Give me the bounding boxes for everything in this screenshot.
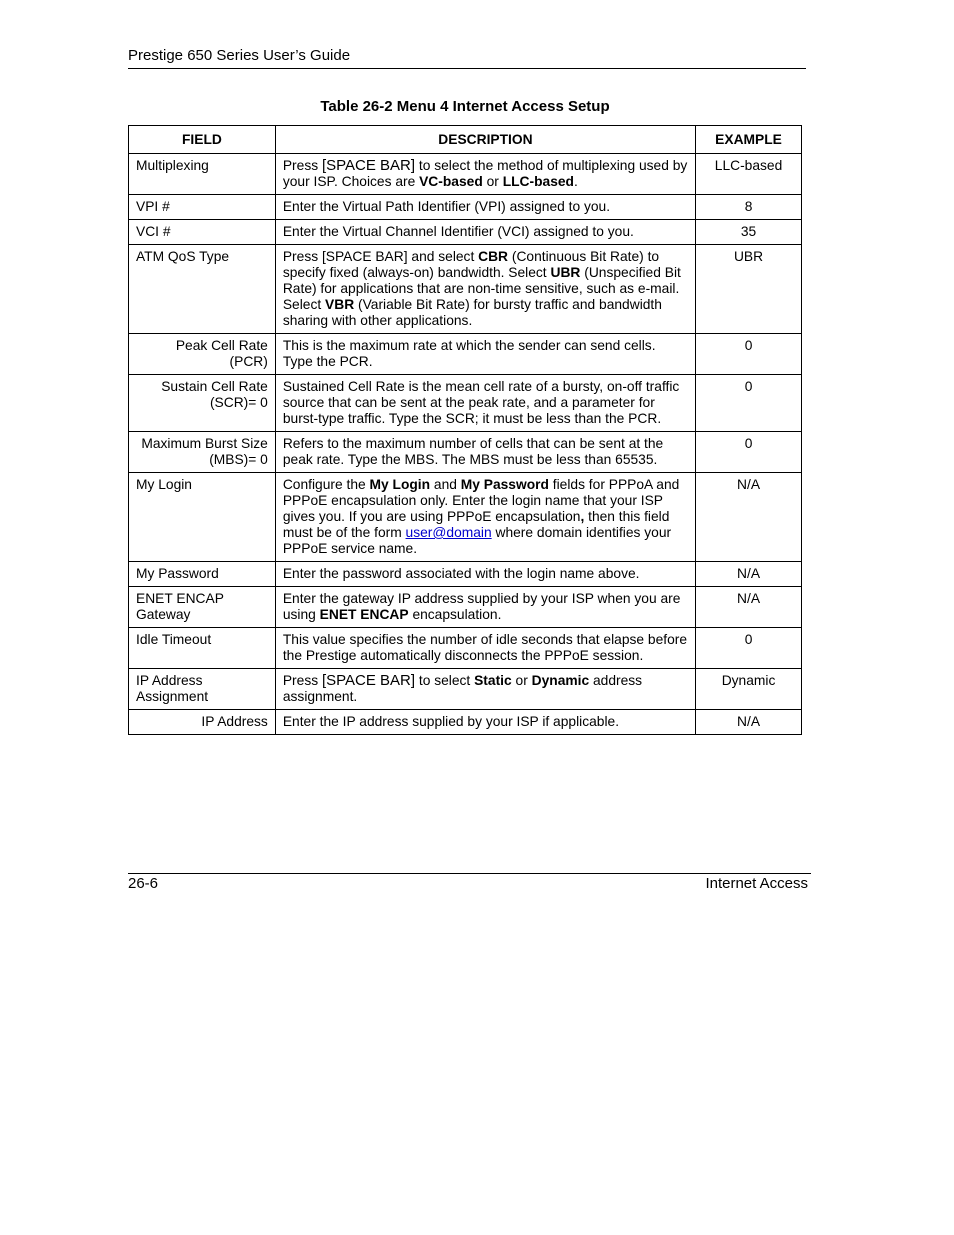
running-header: Prestige 650 Series User’s Guide: [128, 47, 351, 64]
bold-term: My Login: [369, 477, 431, 492]
example-cell: N/A: [696, 587, 802, 628]
description-cell: [275, 628, 695, 669]
example-cell: UBR: [696, 245, 802, 334]
bold-term: LLC-based: [502, 174, 574, 189]
description-text: This value specifies the number of idle seconds that elapse before the Prestige automatically disconnects the PPPoE session.: [282, 632, 688, 663]
example-cell: LLC-based: [696, 154, 802, 195]
field-cell: ENET ENCAP Gateway: [129, 587, 276, 628]
description-text: and: [430, 477, 461, 492]
field-cell: Peak Cell Rate (PCR): [129, 334, 276, 375]
bold-term: ,: [580, 509, 585, 524]
table-row: [129, 375, 802, 432]
description-text: (Unspecified Bit Rate) for applications that are non-time sensitive, such as e-mail. Select: [282, 265, 681, 312]
description-cell: [275, 154, 695, 195]
description-text: encapsulation.: [408, 607, 502, 622]
description-cell: [275, 432, 695, 473]
description-text: .: [573, 174, 578, 189]
example-cell: N/A: [696, 473, 802, 562]
description-text: Enter the password associated with the login name above.: [282, 566, 640, 581]
header-divider: [128, 68, 806, 69]
description-text: This is the maximum rate at which the sender can send cells. Type the PCR.: [282, 338, 656, 369]
description-text: Press: [282, 673, 322, 688]
key-name: [SPACE BAR]: [321, 672, 416, 689]
description-text: then this field must be of the form: [282, 509, 670, 540]
description-text: Refers to the maximum number of cells that can be sent at the peak rate. Type the MBS. The MBS must be less than 65535.: [282, 436, 664, 467]
table-row: [129, 628, 802, 669]
table-row: [129, 587, 802, 628]
table-row: [129, 154, 802, 195]
field-cell: My Login: [129, 473, 276, 562]
description-cell: [275, 587, 695, 628]
table-header-row: [129, 126, 802, 154]
page-number: 26-6: [128, 875, 159, 892]
description-text: Enter the IP address supplied by your ISP if applicable.: [282, 714, 620, 729]
column-header-example: EXAMPLE: [696, 126, 802, 154]
description-text: address assignment.: [282, 673, 643, 704]
description-text: Press [SPACE BAR] and select: [282, 249, 479, 264]
description-text: (Variable Bit Rate) for bursty traffic and bandwidth sharing with other applications.: [282, 297, 662, 328]
description-cell: [275, 334, 695, 375]
example-cell: 35: [696, 220, 802, 245]
example-cell: 0: [696, 432, 802, 473]
key-name: [SPACE BAR]: [321, 157, 416, 174]
field-cell: My Password: [129, 562, 276, 587]
field-cell: VCI #: [129, 220, 276, 245]
description-cell: [275, 562, 695, 587]
description-cell: [275, 710, 695, 735]
bold-term: CBR: [478, 249, 509, 264]
field-cell: IP Address Assignment: [129, 669, 276, 710]
description-cell: [275, 669, 695, 710]
example-cell: N/A: [696, 562, 802, 587]
field-cell: Idle Timeout: [129, 628, 276, 669]
bold-term: UBR: [550, 265, 581, 280]
table-row: [129, 710, 802, 735]
section-name: Internet Access: [705, 875, 808, 892]
example-cell: 0: [696, 375, 802, 432]
bold-term: ENET ENCAP: [319, 607, 409, 622]
table-row: [129, 245, 802, 334]
example-cell: 0: [696, 628, 802, 669]
example-cell: Dynamic: [696, 669, 802, 710]
description-cell: [275, 195, 695, 220]
table-row: [129, 334, 802, 375]
field-cell: Sustain Cell Rate (SCR)= 0: [129, 375, 276, 432]
description-text: to select: [415, 673, 475, 688]
example-cell: 8: [696, 195, 802, 220]
table-row: [129, 432, 802, 473]
description-text: or: [482, 174, 503, 189]
example-link: user@domain: [405, 525, 492, 540]
description-text: (Continuous Bit Rate) to specify fixed (always-on) bandwidth. Select: [282, 249, 660, 280]
description-text: fields for PPPoA and PPPoE encapsulation only. Enter the login name that your ISP gives you. If you are using PPPoE encapsulation: [282, 477, 680, 524]
description-cell: [275, 473, 695, 562]
description-text: where domain identifies your PPPoE service name.: [282, 525, 672, 556]
description-text: Enter the Virtual Channel Identifier (VCI) assigned to you.: [282, 224, 634, 239]
description-text: or: [511, 673, 532, 688]
description-cell: [275, 220, 695, 245]
bold-term: Static: [474, 673, 512, 688]
table-row: [129, 669, 802, 710]
footer-divider: [128, 873, 811, 874]
table-body: [129, 154, 802, 735]
example-cell: N/A: [696, 710, 802, 735]
description-text: Sustained Cell Rate is the mean cell rate of a bursty, on-off traffic source that can be sent at the peak rate, and a parameter for burst-type traffic. Type the SCR; it must be less than the PCR.: [282, 379, 680, 426]
bold-term: VC-based: [419, 174, 483, 189]
field-cell: ATM QoS Type: [129, 245, 276, 334]
table-row: [129, 562, 802, 587]
table-caption: Table 26-2 Menu 4 Internet Access Setup: [320, 98, 610, 115]
field-cell: Maximum Burst Size (MBS)= 0: [129, 432, 276, 473]
column-header-field: FIELD: [129, 126, 276, 154]
table-row: [129, 220, 802, 245]
bold-term: Dynamic: [531, 673, 590, 688]
description-cell: [275, 375, 695, 432]
description-text: Enter the Virtual Path Identifier (VPI) assigned to you.: [282, 199, 611, 214]
bold-term: VBR: [325, 297, 355, 312]
field-cell: IP Address: [129, 710, 276, 735]
field-description-table: [128, 125, 802, 735]
field-cell: VPI #: [129, 195, 276, 220]
example-cell: 0: [696, 334, 802, 375]
description-cell: [275, 245, 695, 334]
bold-term: My Password: [460, 477, 549, 492]
description-text: to select the method of multiplexing used by your ISP. Choices are: [282, 158, 688, 189]
description-text: Configure the: [282, 477, 370, 492]
table-row: [129, 473, 802, 562]
description-text: Enter the gateway IP address supplied by your ISP when you are using: [282, 591, 681, 622]
field-cell: Multiplexing: [129, 154, 276, 195]
column-header-description: DESCRIPTION: [275, 126, 695, 154]
description-text: Press: [282, 158, 322, 173]
table-row: [129, 195, 802, 220]
